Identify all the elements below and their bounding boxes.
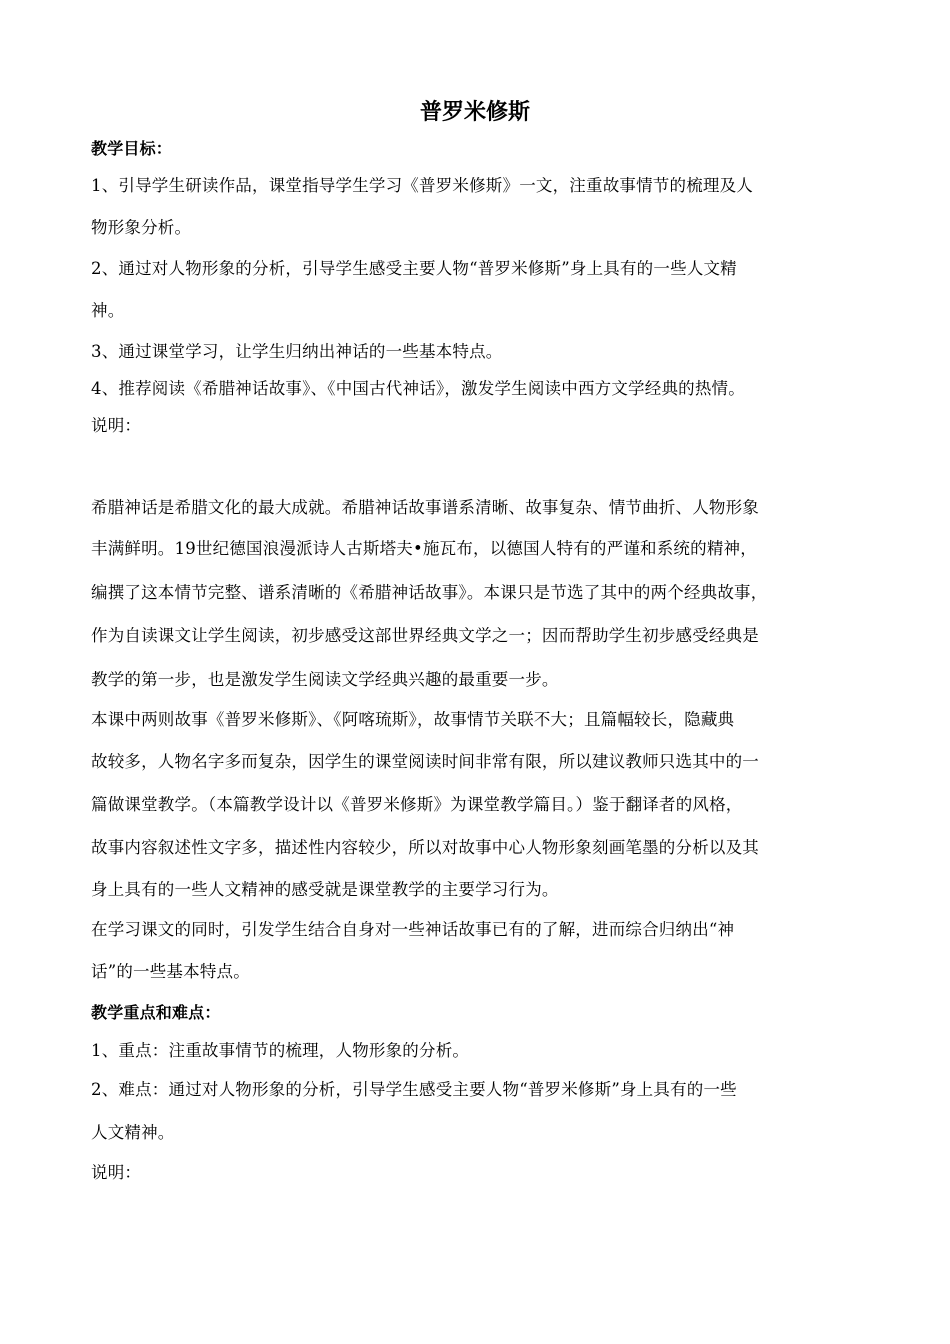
paragraph-line: 故事内容叙述性文字多，描述性内容较少，所以对故事中心人物形象刻画笔墨的分析以及其 — [91, 838, 759, 857]
objective-1-line-1: 1、引导学生研读作品，课堂指导学生学习《普罗米修斯》一文，注重故事情节的梳理及人 — [91, 176, 753, 195]
note-label: 说明： — [91, 1163, 142, 1182]
objectives-heading: 教学目标： — [91, 139, 173, 158]
keypoint-2-line-2: 人文精神。 — [91, 1123, 175, 1142]
objective-2-line-2: 神。 — [91, 301, 125, 320]
objective-3: 3、通过课堂学习，让学生归纳出神话的一些基本特点。 — [91, 342, 503, 361]
objective-2-line-1: 2、通过对人物形象的分析，引导学生感受主要人物“普罗米修斯”身上具有的一些人文精 — [91, 259, 737, 278]
objective-4: 4、推荐阅读《希腊神话故事》、《中国古代神话》，激发学生阅读中西方文学经典的热情。 — [91, 379, 745, 398]
paragraph-line: 作为自读课文让学生阅读，初步感受这部世界经典文学之一；因而帮助学生初步感受经典是 — [91, 626, 759, 645]
paragraph-line: 希腊神话是希腊文化的最大成就。希腊神话故事谱系清晰、故事复杂、情节曲折、人物形象 — [91, 498, 759, 517]
keypoint-2-line-1: 2、难点：通过对人物形象的分析，引导学生感受主要人物“普罗米修斯”身上具有的一些 — [91, 1080, 737, 1099]
document-title: 普罗米修斯 — [419, 100, 530, 125]
keypoints-heading: 教学重点和难点： — [91, 1003, 221, 1022]
paragraph-line: 篇做课堂教学。（本篇教学设计以《普罗米修斯》为课堂教学篇目。）鉴于翻译者的风格， — [91, 795, 743, 814]
paragraph-line: 话”的一些基本特点。 — [91, 962, 250, 981]
objective-1-line-2: 物形象分析。 — [91, 218, 192, 237]
paragraph-line: 在学习课文的同时，引发学生结合自身对一些神话故事已有的了解，进而综合归纳出“神 — [91, 920, 735, 939]
keypoint-1: 1、重点：注重故事情节的梳理，人物形象的分析。 — [91, 1041, 470, 1060]
paragraph-line: 编撰了这本情节完整、谱系清晰的《希腊神话故事》。本课只是节选了其中的两个经典故事， — [91, 583, 768, 602]
note-label: 说明： — [91, 416, 142, 435]
paragraph-line: 故较多，人物名字多而复杂，因学生的课堂阅读时间非常有限，所以建议教师只选其中的一 — [91, 752, 759, 771]
paragraph-line: 教学的第一步，也是激发学生阅读文学经典兴趣的最重要一步。 — [91, 670, 559, 689]
paragraph-line: 丰满鲜明。19世纪德国浪漫派诗人古斯塔夫•施瓦布，以德国人特有的严谨和系统的精神， — [91, 539, 757, 558]
paragraph-line: 本课中两则故事《普罗米修斯》、《阿喀琉斯》，故事情节关联不大；且篇幅较长，隐藏典 — [91, 710, 735, 729]
paragraph-line: 身上具有的一些人文精神的感受就是课堂教学的主要学习行为。 — [91, 880, 559, 899]
